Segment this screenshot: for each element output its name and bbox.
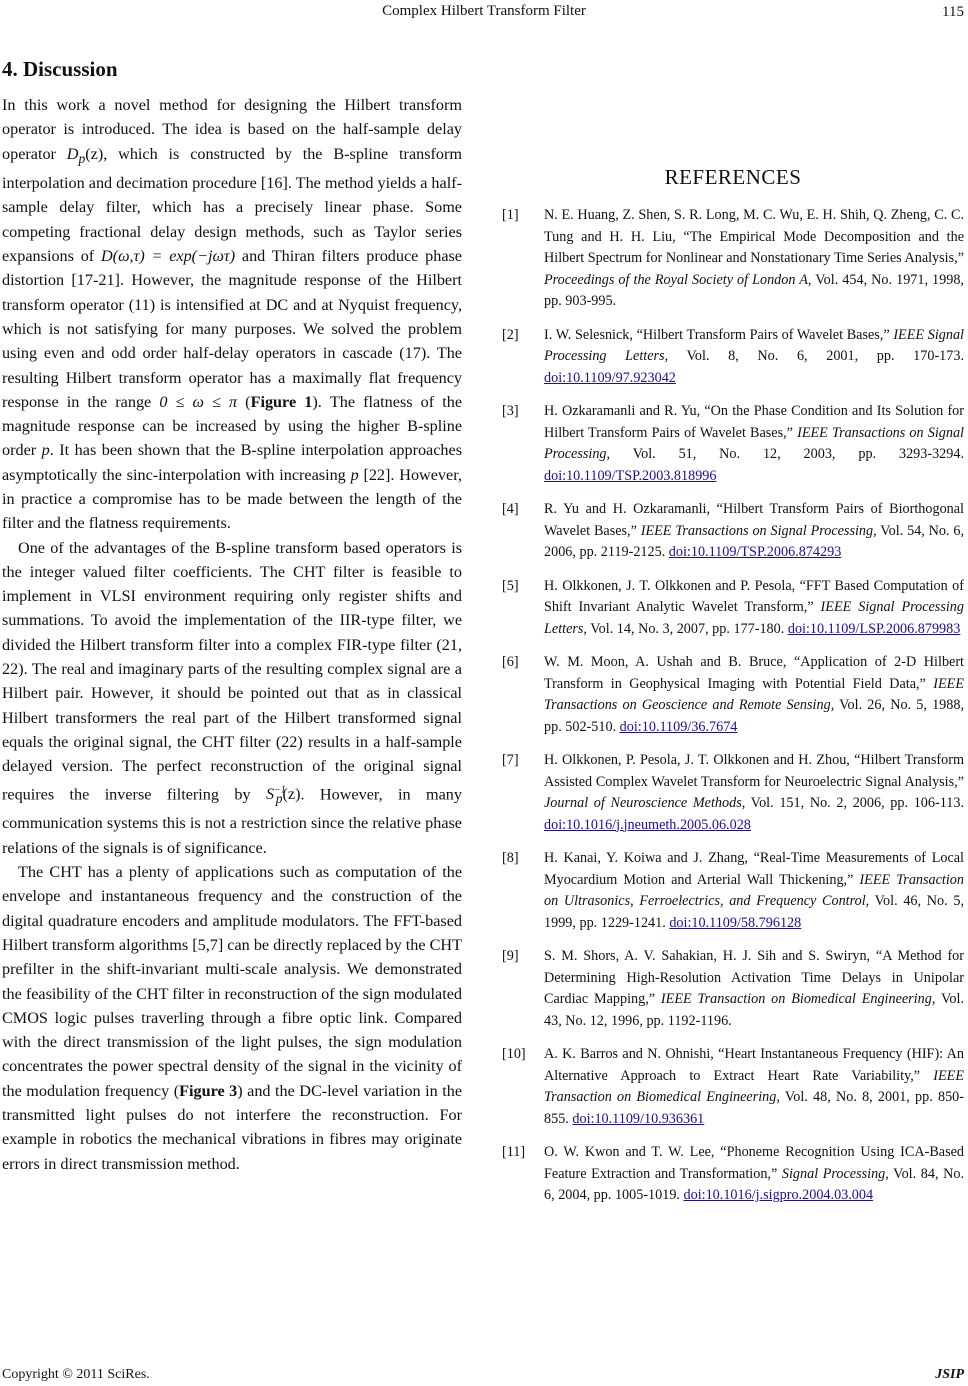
copyright-notice: Copyright © 2011 SciRes. <box>2 1367 150 1382</box>
reference-number: [7] <box>502 752 519 768</box>
reference-authors-title: S. M. Shors, A. V. Sahakian, H. J. Sih and S. Swiryn, “A Method for Determining High-Resolution Activation Time Delays in Unipolar Cardiac Mapping,” <box>544 948 964 1007</box>
math-inverse-filter: $S^{-1}_p(z)$ <box>265 784 301 807</box>
running-title: Complex Hilbert Transform Filter <box>382 3 586 19</box>
figure-3-reference[interactable]: Figure 3 <box>179 1081 238 1100</box>
reference-authors-title: H. Kanai, Y. Koiwa and J. Zhang, “Real-Time Measurements of Local Myocardium Motion and Arterial Wall Thickening,” <box>544 850 964 888</box>
reference-details: , Vol. 54, No. 6, 2006, pp. 2119-2125. <box>544 522 964 560</box>
page-number: 115 <box>942 4 964 20</box>
references-section <box>502 145 964 1219</box>
reference-number: [8] <box>502 850 519 866</box>
reference-venue: IEEE Transaction on Ultrasonics, Ferroelectrics, and Frequency Control <box>544 871 964 909</box>
reference-details: , Vol. 14, No. 3, 2007, pp. 177-180. <box>583 620 788 637</box>
reference-item <box>502 325 964 390</box>
paragraph-2: One of the advantages of the B-spline transform based operators is the integer valued filter coefficients. The CHT filter is feasible to implement in VLSI environment requiring only register shifts and summations. To avoid the implementation of the IIR-type filter, we divided the Hilbert transform filter into a complex FIR-type filter (21, 22). The real and imaginary parts of the resulting complex signal are a Hilbert pair. However, it should be pointed out that as in classical Hilbert transformers the real part of the Hilbert transformed signal equals the original signal, the CHT filter (22) results in a half-sample delayed version. The perfect reconstruction of the original signal requires the inverse filtering by $S^{-1}_p(z)$. However, in many communication systems this is not a restriction since the relative phase relations of the signals is of significance. <box>2 538 462 857</box>
math-frequency-range: 0 ≤ ω ≤ π <box>159 392 238 411</box>
reference-doi-link[interactable]: doi:10.1109/TSP.2003.818996 <box>544 467 717 484</box>
reference-venue: IEEE Transactions on Geoscience and Remote Sensing <box>544 675 964 713</box>
running-head <box>0 0 968 24</box>
reference-doi-link[interactable]: doi:10.1109/LSP.2006.879983 <box>787 620 961 637</box>
reference-doi-link[interactable]: doi:10.1109/10.936361 <box>572 1110 705 1127</box>
reference-authors-title: H. Ozkaramanli and R. Yu, “On the Phase Condition and Its Solution for Hilbert Transform Pairs of Wavelet Bases,” <box>544 403 964 441</box>
reference-item <box>502 205 964 313</box>
reference-doi-link[interactable]: doi:10.1109/58.796128 <box>669 914 802 931</box>
reference-authors-title: R. Yu and H. Ozkaramanli, “Hilbert Transform Pairs of Biorthogonal Wavelet Bases,” <box>544 501 964 539</box>
reference-number: [3] <box>502 403 519 419</box>
reference-item <box>502 401 964 487</box>
reference-details: , Vol. 84, No. 6, 2004, pp. 1005-1019. <box>544 1165 964 1203</box>
section-heading-discussion: 4. Discussion <box>2 57 118 81</box>
paragraph-3: The CHT has a plenty of applications such as computation of the envelope and instantaneous frequency and the construction of the digital quadrature encoders and amplitude modulators. The FFT-based Hilbert transform algorithms [5,7] can be directly replaced by the CHT prefilter in the shift-invariant multi-scale analysis. We demonstrated the feasibility of the CHT filter in reconstruction of the sign modulated CMOS logic pulses traverling through a fibre optic link. Compared with the direct transmission of the light pulses, the sign modulation concentrates the power spectral density of the signal in the vicinity of the modulation frequency (Figure 3) and the DC-level variation in the transmitted light pulses do not interfere the reconstruction. For example in robotics the mechanical vibrations in fibres may originate errors in direct transmission method. <box>2 863 463 1173</box>
reference-number: [2] <box>502 326 519 343</box>
reference-details: , Vol. 46, No. 5, 1999, pp. 1229-1241. <box>544 893 964 931</box>
journal-abbreviation: JSIP <box>935 1367 964 1382</box>
reference-number: [6] <box>502 654 519 670</box>
paragraph-1: In this work a novel method for designing the Hilbert transform operator is introduced. The idea is based on the half-sample delay operator $D_p(z)$, which is constructed by the B-spline transform interpolation and decimation procedure [16]. The method yields a half-sample delay filter, which has a precisely linear phase. Some competing fractional delay design methods, such as Taylor series expansions of D(ω,τ) = exp(−jωτ) and Thiran filters produce phase distortion [17-21]. However, the magnitude response of the Hilbert transform operator (11) is intensified at DC and at Nyquist frequency, which is not satisfying for many purposes. We solved the problem using even and odd order half-delay operators in cascade (17). The resulting Hilbert transform operator has a maximally flat frequency response in the range 0 ≤ ω ≤ π (Figure 1). The flatness of the magnitude response can be increased by using the higher B-spline order p. It has been shown that the B-spline interpolation approaches asymptotically the sinc-interpolation with increasing p [22]. However, in practice a compromise has to be made between the length of the filter and the flatness requirements. <box>2 96 463 533</box>
reference-details: , Vol. 8, No. 6, 2001, pp. 170-173. <box>664 348 964 364</box>
reference-details: , Vol. 48, No. 8, 2001, pp. 850-855. <box>544 1089 965 1127</box>
reference-venue: Signal Processing <box>781 1165 886 1182</box>
reference-authors-title: I. W. Selesnick, “Hilbert Transform Pairs of Wavelet Bases,” <box>544 326 894 343</box>
references-heading: REFERENCES <box>664 165 802 189</box>
reference-authors-title: H. Olkkonen, J. T. Olkkonen and P. Pesola, “FFT Based Computation of Shift Invariant Analytic Wavelet Transform,” <box>544 577 964 615</box>
reference-list <box>502 205 964 1207</box>
reference-doi-link[interactable]: doi:10.1109/97.923042 <box>544 369 676 386</box>
reference-number: [11] <box>502 1144 526 1160</box>
reference-item <box>502 1044 964 1130</box>
math-p-2: p <box>350 465 359 484</box>
reference-authors-title: O. W. Kwon and T. W. Lee, “Phoneme Recognition Using ICA-Based Feature Extraction and Transformation,” <box>544 1144 964 1182</box>
reference-venue: Journal of Neuroscience Methods <box>544 795 742 811</box>
reference-venue: IEEE Signal Processing Letters <box>544 326 964 364</box>
reference-item <box>502 1142 964 1207</box>
reference-doi-link[interactable]: doi:10.1016/j.sigpro.2004.03.004 <box>683 1187 874 1203</box>
reference-details: , Vol. 51, No. 12, 2003, pp. 3293-3294. <box>606 446 964 462</box>
reference-authors-title: A. K. Barros and N. Ohnishi, “Heart Instantaneous Frequency (HIF): An Alternative Approach to Extract Heart Rate Variability,” <box>544 1046 964 1084</box>
reference-authors-title: W. M. Moon, A. Ushah and B. Bruce, “Application of 2-D Hilbert Transform in Geophysical Imaging with Potential Field Data,” <box>544 654 964 692</box>
reference-venue: IEEE Signal Processing Letters <box>544 599 964 637</box>
reference-details: , Vol. 454, No. 1971, 1998, pp. 903-995. <box>544 271 964 309</box>
reference-venue: IEEE Transaction on Biomedical Engineering <box>660 991 932 1007</box>
reference-venue: Proceedings of the Royal Society of London A <box>544 271 808 288</box>
figure-1-reference[interactable]: Figure 1 <box>250 392 313 411</box>
discussion-body <box>2 93 462 1176</box>
page-footer <box>0 1364 968 1386</box>
reference-authors-title: N. E. Huang, Z. Shen, S. R. Long, M. C. Wu, E. H. Shih, Q. Zheng, C. C. Tung and H. H. Liu, “The Empirical Mode Decomposition and the Hilbert Spectrum for Nonlinear and Nonstationary Time Series Analysis,” <box>544 207 964 266</box>
reference-details: , Vol. 26, No. 5, 1988, pp. 502-510. <box>544 697 964 735</box>
math-taylor-expansion: D(ω,τ) = exp(−jωτ) <box>100 247 236 266</box>
reference-doi-link[interactable]: doi:10.1016/j.jneumeth.2005.06.028 <box>544 816 751 833</box>
reference-venue: IEEE Transaction on Biomedical Engineering <box>544 1067 964 1105</box>
reference-number: [9] <box>502 948 519 964</box>
reference-number: [10] <box>502 1046 526 1062</box>
reference-authors-title: H. Olkkonen, P. Pesola, J. T. Olkkonen and H. Zhou, “Hilbert Transform Assisted Complex Wavelet Transform for Neuroelectric Signal Analysis,” <box>544 752 964 790</box>
reference-details: , Vol. 43, No. 12, 1996, pp. 1192-1196. <box>544 991 964 1029</box>
reference-item <box>502 499 964 564</box>
reference-number: [4] <box>502 501 519 517</box>
math-p: p <box>41 441 50 460</box>
reference-venue: IEEE Transactions on Signal Processing <box>640 522 874 539</box>
reference-item <box>502 848 964 934</box>
reference-item <box>502 750 964 836</box>
reference-details: , Vol. 151, No. 2, 2006, pp. 106-113. <box>741 795 964 811</box>
reference-doi-link[interactable]: doi:10.1109/TSP.2006.874293 <box>668 544 842 560</box>
reference-doi-link[interactable]: doi:10.1109/36.7674 <box>619 718 738 735</box>
reference-number: [5] <box>502 577 519 594</box>
reference-item <box>502 576 964 641</box>
reference-number: [1] <box>502 207 519 223</box>
left-column <box>2 55 462 1176</box>
reference-item <box>502 652 964 738</box>
reference-venue: IEEE Transactions on Signal Processing <box>544 424 964 462</box>
reference-item <box>502 946 964 1032</box>
math-dp-operator: $D_p(z)$ <box>66 144 104 166</box>
